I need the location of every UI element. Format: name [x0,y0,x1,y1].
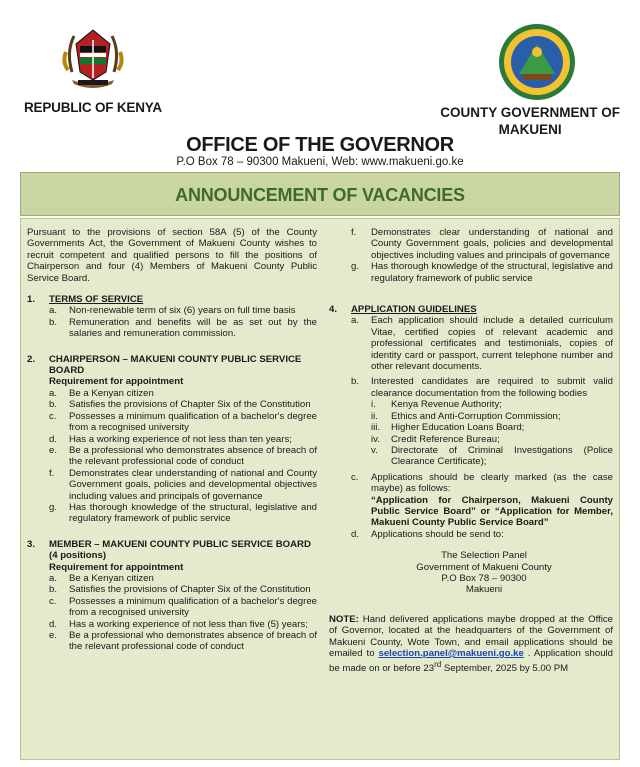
sub-item-text: Directorate of Criminal Investigations (Police Clearance Certificate); [391,444,613,468]
postal-address-block [369,550,599,596]
note-text: Hand delivered applications maybe dropped at the Office of Governor, located at the headquarters of the Government of Makueni County, Wote Town, and email applications should be emailed to [329,613,613,659]
sub-item-numeral: i. [371,399,376,411]
office-title: OFFICE OF THE GOVERNOR [186,134,454,156]
note-label: NOTE: [329,613,359,625]
makueni-county-seal-icon [497,22,577,102]
list-item [49,573,317,584]
announcement-banner [20,172,620,216]
item-letter: b. [49,584,58,596]
section-number: 3. [27,538,36,550]
sub-item-numeral: iii. [371,422,381,434]
county-government-line1: COUNTY GOVERNMENT OF [440,105,620,120]
county-government-line2: MAKUENI [498,122,562,137]
sub-item-text: Credit Reference Bureau; [391,433,500,445]
sub-item [371,422,613,433]
email-link[interactable]: selection.panel@makueni.go.ke [378,648,524,659]
list-item [49,619,317,630]
list-item [351,376,613,399]
item-text: Be a professional who demonstrates absence of breach of the relevant professional code of conduct [69,630,317,653]
list-item [49,434,317,445]
item-letter: d. [351,528,360,540]
item-text: Possesses a minimum qualification of a bachelor's degree from a recognised university [69,410,317,434]
item-letter: a. [49,572,58,584]
item-text: Be a Kenyan citizen [69,572,154,584]
section-number: 4. [329,304,338,316]
item-text: Applications should be send to: [371,528,504,540]
list-item [49,596,317,619]
item-letter: b. [49,316,58,328]
list-item [351,227,613,261]
sub-item [371,399,613,410]
sub-item-text: Ethics and Anti-Corruption Commission; [391,410,561,422]
item-text: Be a professional who demonstrates absence of breach of the relevant professional code of conduct [69,444,317,468]
item-letter: b. [351,376,360,388]
item-letter: c. [49,410,57,422]
left-column [27,227,317,653]
item-text [371,472,613,529]
positions-count: (4 positions) [49,550,107,562]
item-letter: b. [49,399,58,411]
address-line: Government of Makueni County [416,561,552,573]
list-item [351,529,613,540]
section-chairperson-heading [27,354,317,377]
list-item [49,399,317,410]
sub-item-text: Kenya Revenue Authority; [391,399,502,411]
sub-item-text: Higher Education Loans Board; [391,422,525,434]
requirement-heading: Requirement for appointment [49,561,184,573]
item-text: Has a working experience of not less than ten years; [69,433,292,445]
section-number: 1. [27,294,36,306]
list-item [49,584,317,595]
note-text: . Application should be made on or before 23 [329,648,613,675]
item-text: Demonstrates clear understanding of national and County Government goals, policies and developmental objectives including values and principals of governance [371,227,613,261]
item-letter: f. [351,227,357,238]
item-letter: a. [49,387,58,399]
section-title: TERMS OF SERVICE [49,294,144,306]
republic-of-kenya-label: REPUBLIC OF KENYA [24,100,162,115]
note-paragraph [329,614,613,675]
list-item [49,468,317,502]
announcement-body [20,218,620,760]
section-title: CHAIRPERSON – MAKUENI COUNTY PUBLIC SERVICE BOARD [49,353,302,377]
item-letter: f. [49,467,55,479]
item-letter: c. [351,471,359,483]
item-text: Possesses a minimum qualification of a bachelor's degree from a recognised university [69,595,317,619]
application-marking: “Application for Chairperson, Makueni County Public Service Board” or “Application for Member, Makueni County Public Service Board” [371,494,613,529]
address-line: Makueni [465,584,503,596]
requirement-heading: Requirement for appointment [49,376,184,388]
list-item [351,315,613,372]
sub-item [371,445,613,468]
list-item [49,411,317,434]
section-member-heading [27,539,317,550]
section-title: APPLICATION GUIDELINES [351,304,477,316]
section-title: MEMBER – MAKUENI COUNTY PUBLIC SERVICE BOARD [49,538,311,550]
sub-item-numeral: iv. [371,433,380,445]
item-letter: e. [49,444,58,456]
section-number: 2. [27,353,36,365]
list-item [351,261,613,284]
item-letter: a. [351,315,360,327]
office-address: P.O Box 78 – 90300 Makueni, Web: www.makueni.go.ke [176,156,464,168]
intro-paragraph: Pursuant to the provisions of section 58A (5) of the County Governments Act, the Government of Makueni County wishes to recruit competent and qualified persons to fill the positions of Chairperson and four (4) Members of Makueni County Public Service Board. [27,227,317,284]
note-ordinal: rd [434,660,442,670]
item-text: Has thorough knowledge of the structural, legislative and regulatory framework of public service [69,501,317,525]
document-header [0,0,640,168]
item-letter: c. [49,595,57,607]
item-text: Interested candidates are required to submit valid clearance documentation from the following bodies [371,376,613,399]
kenya-coat-of-arms-icon [58,22,128,92]
address-line: The Selection Panel [441,550,527,562]
item-letter: d. [49,618,58,630]
item-text: Non-renewable term of six (6) years on full time basis [69,305,296,317]
sub-item [371,411,613,422]
list-item [49,317,317,340]
item-letter: d. [49,433,58,445]
item-text: Satisfies the provisions of Chapter Six of the Constitution [69,584,311,596]
right-column [329,227,613,675]
item-text: Demonstrates clear understanding of national and County Government goals, policies and developmental objectives including values and principals of governance [69,467,317,502]
item-letter: a. [49,305,58,317]
item-text: Each application should include a detailed curriculum Vitae, certified copies of relevant academic and professional certificates and testimonials, copies of identity card or passport, current telephone number and other relevant documents. [371,315,613,373]
list-item [351,472,613,529]
item-letter: g. [351,261,360,273]
list-item [49,445,317,468]
sub-item-numeral: ii. [371,410,378,422]
note-text: September, 2025 by 5.00 PM [441,663,569,675]
sub-item-numeral: v. [371,444,378,456]
list-item [49,388,317,399]
item-letter: e. [49,630,58,641]
item-letter: g. [49,501,58,513]
address-line: P.O Box 78 – 90300 [441,572,527,584]
section-terms-heading [27,294,317,305]
item-text: Has a working experience of not less than five (5) years; [69,618,308,630]
item-text: Satisfies the provisions of Chapter Six of the Constitution [69,399,311,411]
list-item [49,630,317,653]
list-item [49,502,317,525]
announcement-title: ANNOUNCEMENT OF VACANCIES [175,185,465,205]
item-text: Has thorough knowledge of the structural, legislative and regulatory framework of public service [371,261,613,284]
list-item [49,305,317,316]
item-text: Be a Kenyan citizen [69,387,154,399]
item-text: Remuneration and benefits will be as set out by the salaries and remuneration commission. [69,316,317,340]
section-guidelines-heading [329,304,613,315]
item-text-plain: Applications should be clearly marked (as the case maybe) as follows: [371,471,613,495]
county-government-label [440,104,620,138]
sub-item [371,434,613,445]
